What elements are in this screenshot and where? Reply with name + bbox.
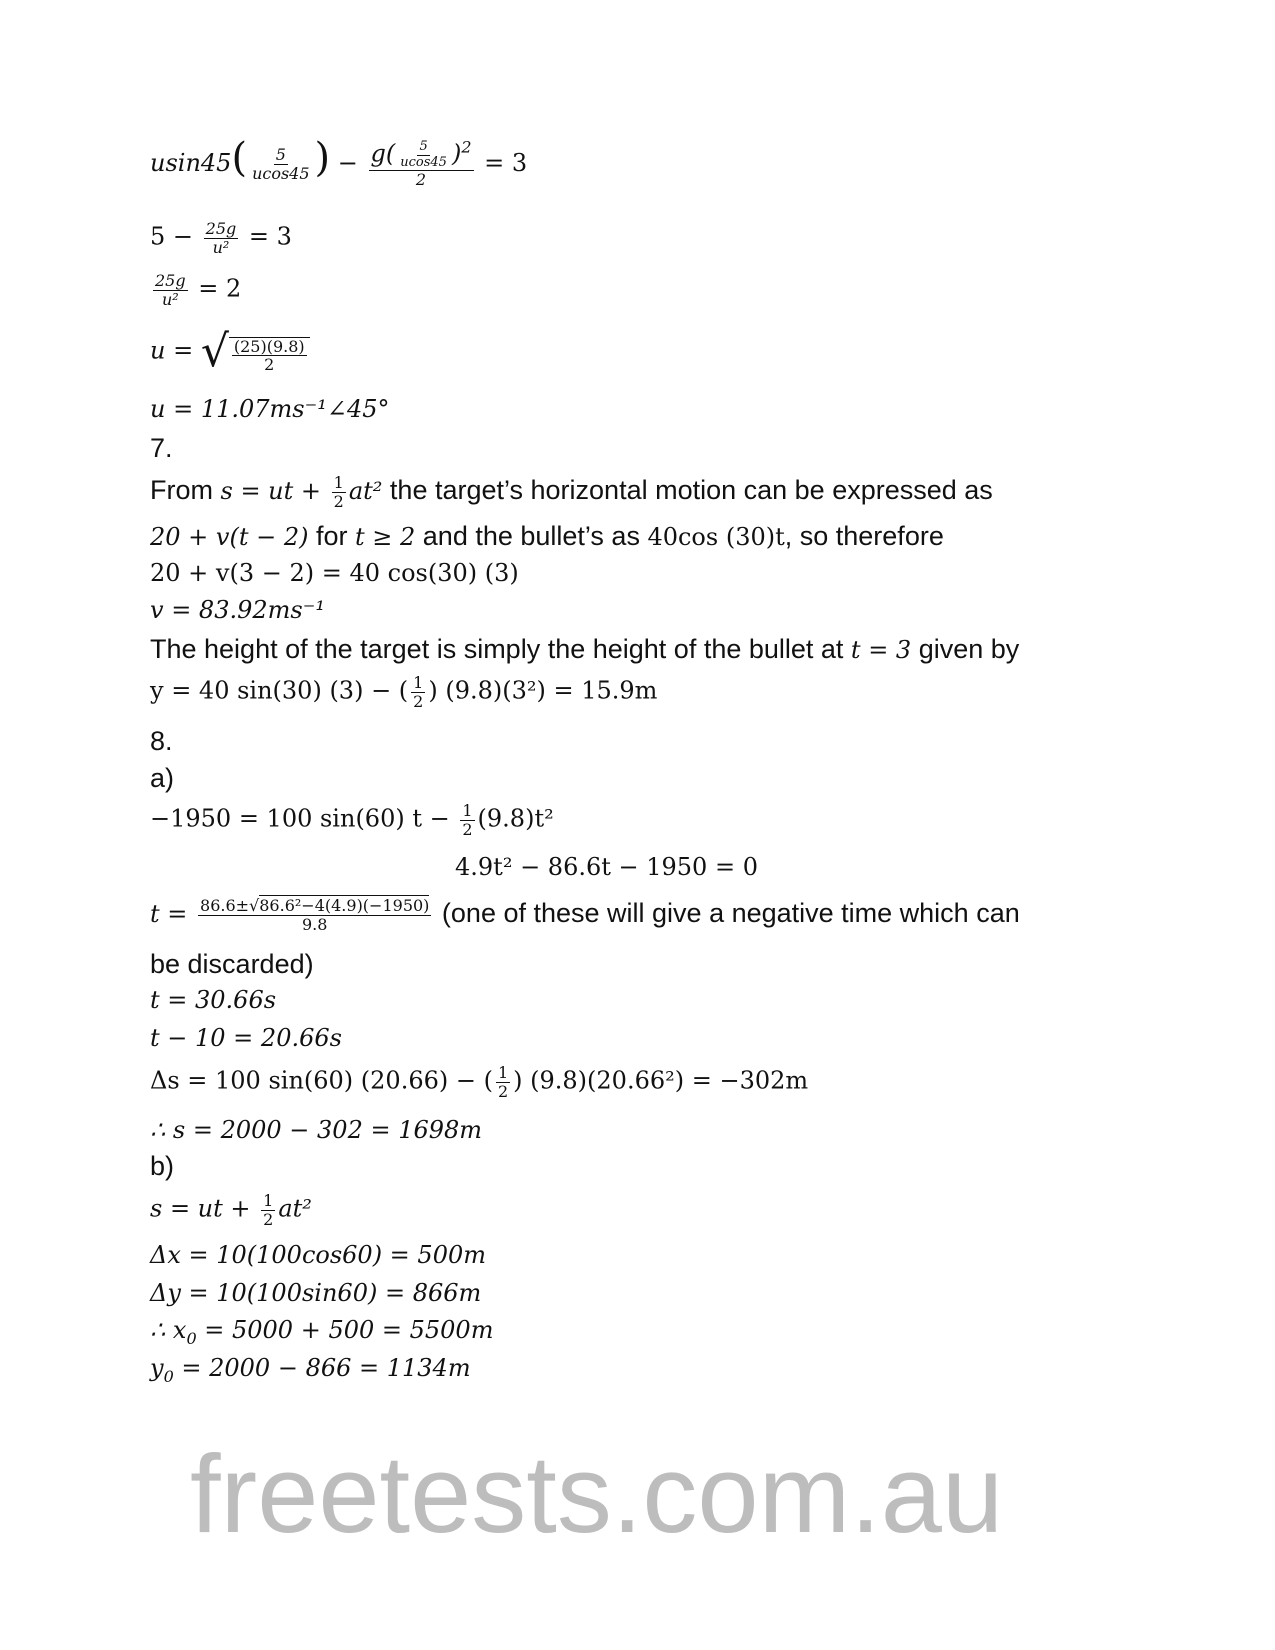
eq-text: s = ut + — [150, 1194, 259, 1223]
equation-line: ∴ s = 2000 − 302 = 1698m — [150, 1116, 483, 1144]
numerator: (25)(9.8) — [233, 336, 305, 356]
text: (one of these will give a negative time which can — [434, 898, 1020, 929]
equation-line: v = 83.92ms⁻¹ — [150, 596, 325, 624]
paren: ( — [231, 135, 248, 181]
denominator: 2 — [415, 170, 427, 189]
text: given by — [911, 634, 1020, 664]
watermark: freetests.com.au — [190, 1433, 1004, 1556]
text: the target’s horizontal motion can be expressed as — [382, 475, 993, 506]
equation-line — [150, 272, 241, 308]
math: t = 3 — [850, 636, 912, 664]
equation-line: Δx = 10(100cos60) = 500m — [150, 1241, 486, 1269]
eq-text: y = 40 sin(30) (3) − ( — [150, 676, 409, 705]
text-line — [150, 523, 944, 550]
denominator: ucos45 — [400, 154, 447, 170]
denominator: 2 — [333, 491, 344, 511]
equation-line — [150, 897, 1020, 933]
fraction — [261, 1192, 275, 1228]
eq-text: = 3 — [241, 222, 292, 251]
fraction — [411, 674, 425, 710]
part-label: a) — [150, 763, 175, 793]
numerator: 1 — [333, 473, 344, 492]
denominator: 9.8 — [301, 914, 328, 934]
text-line — [150, 474, 993, 510]
fraction — [204, 220, 239, 256]
fraction — [460, 802, 474, 838]
eq-text: g( — [370, 139, 396, 168]
eq-text: ∴ x — [150, 1316, 187, 1344]
equation-line — [150, 1064, 808, 1100]
square-root — [200, 326, 310, 377]
numerator: 25g — [205, 219, 237, 238]
eq-text: usin45 — [150, 149, 232, 177]
denominator: 2 — [462, 819, 473, 839]
numerator: 5 — [275, 145, 286, 165]
eq-text: = 5000 + 500 = 5500m — [196, 1316, 494, 1344]
math: at² — [348, 477, 383, 506]
text: From — [150, 475, 221, 506]
denominator: 2 — [264, 355, 275, 375]
equation-line — [150, 326, 310, 377]
numerator — [198, 897, 431, 916]
equation-line: 4.9t² − 86.6t − 1950 = 0 — [455, 853, 758, 881]
eq-text: = 2000 − 866 = 1134m — [173, 1354, 471, 1382]
numerator — [369, 137, 474, 171]
eq-text: ) (9.8)(20.66²) = −302m — [513, 1066, 809, 1095]
subscript: 0 — [186, 1328, 197, 1348]
eq-text: = 2 — [190, 274, 242, 303]
text: for — [308, 521, 355, 551]
math: 40cos (30)t — [647, 523, 785, 551]
eq-text: at² — [278, 1194, 312, 1223]
text-line — [150, 636, 1019, 663]
numerator: 1 — [462, 801, 473, 820]
fraction — [232, 338, 307, 374]
fraction — [369, 137, 474, 189]
math: 20 + v(t − 2) — [150, 523, 309, 551]
equation-line: t = 30.66s — [150, 986, 277, 1014]
text-line: be discarded) — [150, 949, 314, 979]
numerator: 5 — [419, 139, 428, 155]
eq-text: u = — [150, 336, 201, 365]
math: t ≥ 2 — [355, 523, 416, 551]
denominator: ucos45 — [252, 164, 310, 183]
eq-text: ) (9.8)(3²) = 15.9m — [428, 676, 658, 705]
denominator: 2 — [263, 1209, 274, 1229]
equation-line: 20 + v(3 − 2) = 40 cos(30) (3) — [150, 559, 519, 587]
fraction — [332, 474, 346, 510]
eq-text: 5 − — [150, 222, 201, 251]
radical-sign: √ — [249, 896, 260, 915]
subscript: 0 — [163, 1366, 174, 1386]
eq-text: = 3 — [476, 149, 528, 177]
equation-line — [150, 1354, 471, 1386]
fraction — [250, 146, 311, 182]
equation-line: u = 11.07ms⁻¹∠45° — [150, 395, 390, 423]
equation-line — [150, 1192, 312, 1228]
text: The height of the target is simply the height of the bullet at — [150, 634, 851, 664]
numerator: 1 — [263, 1191, 274, 1210]
paren: ) — [314, 135, 331, 181]
equation-line — [150, 1316, 494, 1348]
equation-line — [150, 802, 554, 838]
equation-line — [150, 135, 528, 189]
question-number: 8. — [150, 726, 173, 756]
eq-text: t = — [150, 900, 196, 929]
radicand: 86.6²−4(4.9)(−1950) — [259, 896, 430, 915]
fraction — [198, 897, 431, 933]
exponent: 2 — [461, 137, 472, 157]
fraction — [153, 272, 188, 308]
fraction — [398, 140, 449, 170]
eq-text: y — [150, 1354, 164, 1382]
equation-line: Δy = 10(100sin60) = 866m — [150, 1279, 482, 1307]
eq-text: − — [330, 149, 366, 177]
eq-text: −1950 = 100 sin(60) t − — [150, 804, 458, 833]
denominator: 2 — [497, 1081, 509, 1101]
math: s = ut + — [220, 477, 329, 506]
equation-line: t − 10 = 20.66s — [150, 1024, 342, 1052]
equation-line — [150, 220, 292, 256]
numerator: 1 — [497, 1063, 509, 1082]
denominator: u² — [161, 289, 179, 309]
text: and the bullet’s as — [415, 521, 648, 551]
equation-line — [150, 674, 657, 710]
radical-sign: √ — [200, 326, 229, 377]
eq-text: ) — [451, 139, 462, 168]
eq-text: Δs = 100 sin(60) (20.66) − ( — [150, 1066, 493, 1095]
eq-text: 86.6± — [200, 896, 250, 915]
numerator: 25g — [155, 271, 186, 290]
fraction — [496, 1064, 510, 1100]
part-label: b) — [150, 1151, 175, 1181]
text: , so therefore — [784, 521, 944, 551]
eq-text: (9.8)t² — [477, 804, 554, 833]
denominator: u² — [212, 237, 230, 257]
denominator: 2 — [413, 691, 424, 711]
question-number: 7. — [150, 433, 173, 463]
numerator: 1 — [413, 673, 424, 692]
